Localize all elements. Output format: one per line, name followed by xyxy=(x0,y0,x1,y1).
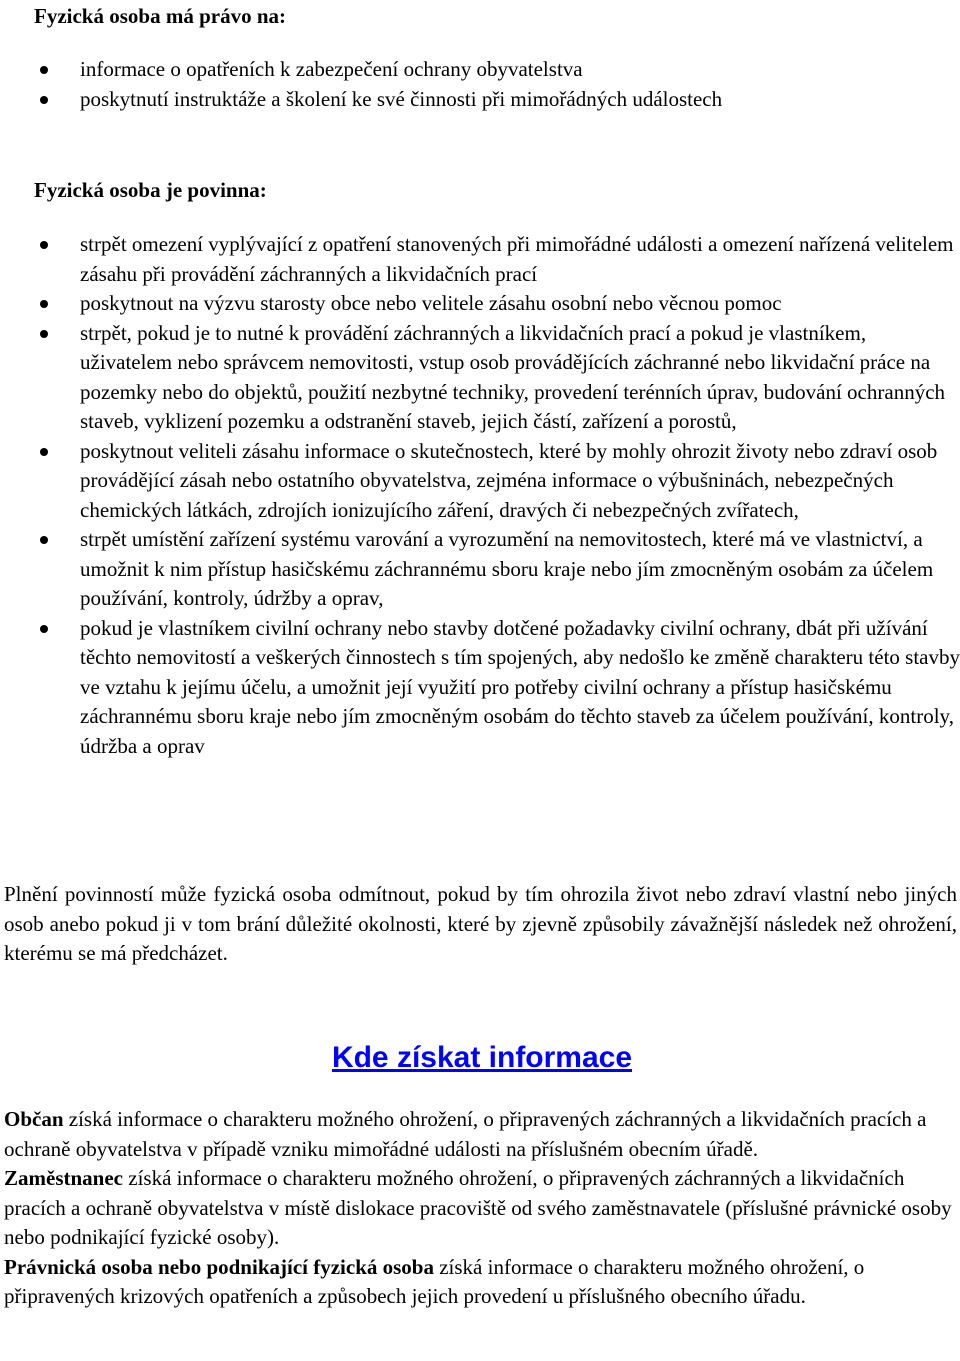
rights-item: poskytnutí instruktáže a školení ke své činnosti při mimořádných událostech xyxy=(0,85,960,115)
info-entry-text: získá informace o charakteru možného ohrožení, o připravených krizových opatřeních a způsobech jejich provedení u příslušného obecního úřadu. xyxy=(4,1254,865,1308)
duties-item: poskytnout veliteli zásahu informace o skutečnostech, které by mohly ohrozit životy nebo zdraví osob provádějící zásah nebo ostatního obyvatelstva, zejména informace o výbušninách, nebezpečných chemických látkách, zdrojích ionizujícího záření, dravých či nebezpečných zvířatech, xyxy=(0,437,960,526)
info-entry-employee xyxy=(4,1164,960,1253)
info-entries xyxy=(4,1105,960,1312)
info-entry-legal-entity xyxy=(4,1253,960,1312)
duties-list xyxy=(0,230,960,761)
duties-item: strpět omezení vyplývající z opatření stanovených při mimořádné události a omezení nařízená velitelem zásahu při provádění záchranných a likvidačních prací xyxy=(0,230,960,289)
info-entry-subject: Právnická osoba nebo podnikající fyzická osoba xyxy=(4,1254,434,1279)
info-entry-text: získá informace o charakteru možného ohrožení, o připravených záchranných a likvidačních pracích a ochraně obyvatelstva v případě vzniku mimořádné události na příslušném obecním úřadě. xyxy=(4,1107,927,1161)
duties-item: strpět umístění zařízení systému varování a vyrozumění na nemovitostech, které má ve vlastnictví, a umožnit k nim přístup hasičskému záchrannému sboru kraje nebo jím zmocněným osobám za účelem používání, kontroly, údržby a oprav, xyxy=(0,525,960,614)
section-title: Kde získat informace xyxy=(331,1041,633,1074)
duties-heading: Fyzická osoba je povinna: xyxy=(34,178,267,202)
refusal-paragraph: Plnění povinností může fyzická osoba odmítnout, pokud by tím ohrozila život nebo zdraví vlastní nebo jiných osob anebo pokud ji v tom brání důležité okolnosti, které by zjevně způsobily závažnější následek než ohrožení, kterému se má předcházet. xyxy=(4,882,957,965)
duties-item: poskytnout na výzvu starosty obce nebo velitele zásahu osobní nebo věcnou pomoc xyxy=(0,289,960,319)
info-entry-text: získá informace o charakteru možného ohrožení, o připravených záchranných a likvidačních pracích a ochraně obyvatelstva v místě dislokace pracoviště od svého zaměstnavatele (příslušné právnické osoby nebo podnikající fyzické osoby). xyxy=(4,1166,952,1249)
rights-item: informace o opatřeních k zabezpečení ochrany obyvatelstva xyxy=(0,55,960,85)
info-entry-citizen xyxy=(4,1105,960,1164)
duties-item: strpět, pokud je to nutné k provádění záchranných a likvidačních prací a pokud je vlastníkem, uživatelem nebo správcem nemovitosti, vstup osob provádějících záchranné nebo likvidační práce na pozemky nebo do objektů, použití nezbytné techniky, provedení terénních úprav, budování ochranných staveb, vyklizení pozemku a odstranění staveb, jejich částí, zařízení a porostů, xyxy=(0,319,960,437)
rights-heading: Fyzická osoba má právo na: xyxy=(34,4,286,28)
rights-list xyxy=(0,55,960,114)
info-entry-subject: Občan xyxy=(4,1107,64,1131)
info-entry-subject: Zaměstnanec xyxy=(4,1166,123,1190)
duties-item: pokud je vlastníkem civilní ochrany nebo stavby dotčené požadavky civilní ochrany, dbát při užívání těchto nemovitostí a veškerých činnostech s tím spojených, aby nedošlo ke změně charakteru této stavby ve vztahu k jejímu účelu, a umožnit její využití pro potřeby civilní ochrany a přístup hasičskému záchrannému sboru kraje nebo jím zmocněným osobám do těchto staveb za účelem používání, kontroly, údržba a oprav xyxy=(0,614,960,762)
